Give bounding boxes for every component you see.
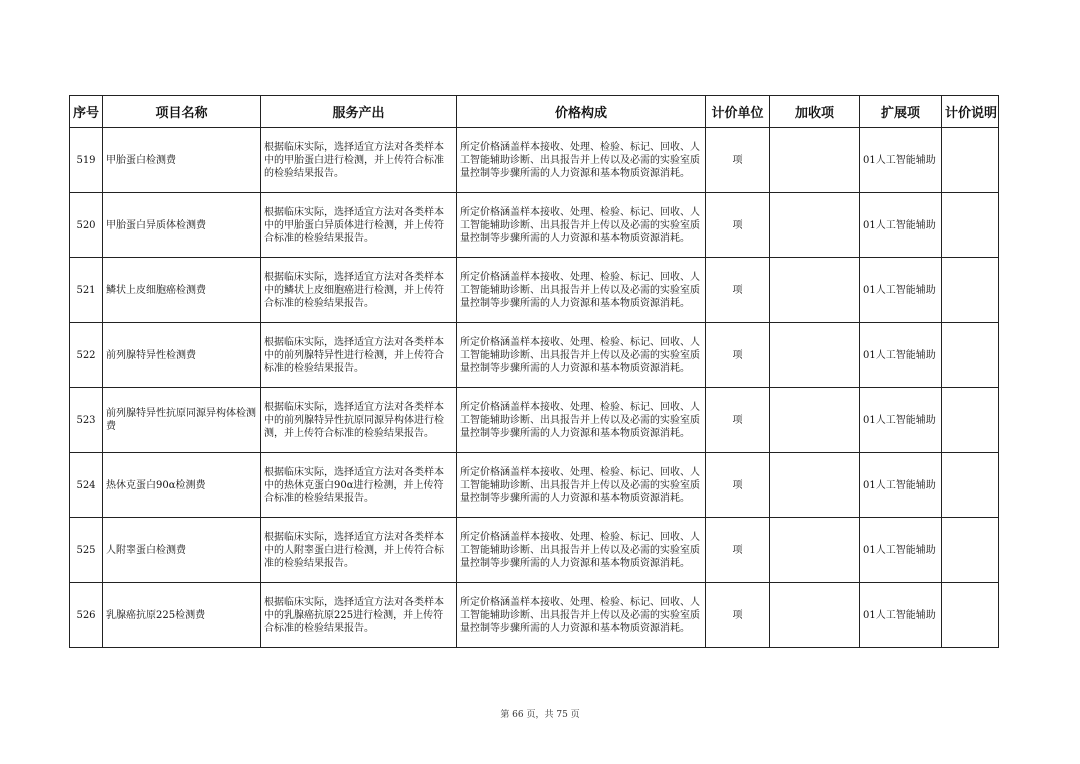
cell-seq: 521	[70, 258, 103, 323]
cell-pricing-unit: 项	[706, 258, 770, 323]
cell-price-composition: 所定价格涵盖样本接收、处理、检验、标记、回收、人工智能辅助诊断、出具报告并上传以及必需的实验室质量控制等步骤所需的人力资源和基本物质资源消耗。	[457, 388, 706, 453]
fee-schedule-sheet	[69, 95, 998, 648]
cell-seq: 523	[70, 388, 103, 453]
table-header-row	[70, 96, 999, 128]
cell-surcharge	[770, 583, 860, 648]
cell-seq: 519	[70, 128, 103, 193]
header-pricing-note: 计价说明	[942, 96, 999, 128]
cell-pricing-unit: 项	[706, 453, 770, 518]
cell-extension: 01人工智能辅助	[860, 258, 942, 323]
cell-seq: 524	[70, 453, 103, 518]
cell-item-name: 甲胎蛋白异质体检测费	[103, 193, 261, 258]
cell-seq: 522	[70, 323, 103, 388]
cell-item-name: 前列腺特异性检测费	[103, 323, 261, 388]
cell-extension: 01人工智能辅助	[860, 518, 942, 583]
cell-item-name: 乳腺癌抗原225检测费	[103, 583, 261, 648]
cell-pricing-unit: 项	[706, 193, 770, 258]
cell-service-output: 根据临床实际，选择适宜方法对各类样本中的乳腺癌抗原225进行检测，并上传符合标准的检验结果报告。	[261, 583, 457, 648]
table-row	[70, 258, 999, 323]
cell-item-name: 人附睾蛋白检测费	[103, 518, 261, 583]
cell-extension: 01人工智能辅助	[860, 193, 942, 258]
cell-item-name: 热休克蛋白90α检测费	[103, 453, 261, 518]
table-row	[70, 128, 999, 193]
cell-extension: 01人工智能辅助	[860, 583, 942, 648]
cell-pricing-unit: 项	[706, 518, 770, 583]
cell-pricing-note	[942, 518, 999, 583]
cell-surcharge	[770, 453, 860, 518]
header-item-name: 项目名称	[103, 96, 261, 128]
header-seq: 序号	[70, 96, 103, 128]
table-row	[70, 388, 999, 453]
table-row	[70, 323, 999, 388]
table-row	[70, 518, 999, 583]
cell-service-output: 根据临床实际，选择适宜方法对各类样本中的前列腺特异性进行检测，并上传符合标准的检验结果报告。	[261, 323, 457, 388]
cell-surcharge	[770, 193, 860, 258]
cell-surcharge	[770, 388, 860, 453]
cell-price-composition: 所定价格涵盖样本接收、处理、检验、标记、回收、人工智能辅助诊断、出具报告并上传以及必需的实验室质量控制等步骤所需的人力资源和基本物质资源消耗。	[457, 323, 706, 388]
cell-seq: 520	[70, 193, 103, 258]
cell-price-composition: 所定价格涵盖样本接收、处理、检验、标记、回收、人工智能辅助诊断、出具报告并上传以及必需的实验室质量控制等步骤所需的人力资源和基本物质资源消耗。	[457, 193, 706, 258]
cell-item-name: 甲胎蛋白检测费	[103, 128, 261, 193]
cell-seq: 526	[70, 583, 103, 648]
table-row	[70, 453, 999, 518]
cell-pricing-note	[942, 258, 999, 323]
cell-service-output: 根据临床实际，选择适宜方法对各类样本中的甲胎蛋白异质体进行检测，并上传符合标准的检验结果报告。	[261, 193, 457, 258]
cell-extension: 01人工智能辅助	[860, 323, 942, 388]
header-price-composition: 价格构成	[457, 96, 706, 128]
cell-pricing-note	[942, 583, 999, 648]
cell-price-composition: 所定价格涵盖样本接收、处理、检验、标记、回收、人工智能辅助诊断、出具报告并上传以及必需的实验室质量控制等步骤所需的人力资源和基本物质资源消耗。	[457, 583, 706, 648]
cell-pricing-unit: 项	[706, 388, 770, 453]
table-row	[70, 193, 999, 258]
cell-seq: 525	[70, 518, 103, 583]
cell-pricing-unit: 项	[706, 128, 770, 193]
cell-price-composition: 所定价格涵盖样本接收、处理、检验、标记、回收、人工智能辅助诊断、出具报告并上传以及必需的实验室质量控制等步骤所需的人力资源和基本物质资源消耗。	[457, 453, 706, 518]
cell-price-composition: 所定价格涵盖样本接收、处理、检验、标记、回收、人工智能辅助诊断、出具报告并上传以及必需的实验室质量控制等步骤所需的人力资源和基本物质资源消耗。	[457, 128, 706, 193]
cell-service-output: 根据临床实际，选择适宜方法对各类样本中的甲胎蛋白进行检测，并上传符合标准的检验结果报告。	[261, 128, 457, 193]
cell-surcharge	[770, 323, 860, 388]
cell-pricing-note	[942, 388, 999, 453]
table-row	[70, 583, 999, 648]
cell-service-output: 根据临床实际，选择适宜方法对各类样本中的前列腺特异性抗原同源异构体进行检测，并上传符合标准的检验结果报告。	[261, 388, 457, 453]
fee-table	[69, 95, 999, 648]
page-number-footer: 第 66 页，共 75 页	[500, 710, 580, 720]
cell-item-name: 鳞状上皮细胞癌检测费	[103, 258, 261, 323]
cell-pricing-note	[942, 453, 999, 518]
cell-service-output: 根据临床实际，选择适宜方法对各类样本中的人附睾蛋白进行检测，并上传符合标准的检验结果报告。	[261, 518, 457, 583]
cell-surcharge	[770, 518, 860, 583]
cell-price-composition: 所定价格涵盖样本接收、处理、检验、标记、回收、人工智能辅助诊断、出具报告并上传以及必需的实验室质量控制等步骤所需的人力资源和基本物质资源消耗。	[457, 518, 706, 583]
cell-service-output: 根据临床实际，选择适宜方法对各类样本中的热休克蛋白90α进行检测，并上传符合标准的检验结果报告。	[261, 453, 457, 518]
cell-pricing-unit: 项	[706, 583, 770, 648]
cell-surcharge	[770, 258, 860, 323]
cell-pricing-unit: 项	[706, 323, 770, 388]
cell-item-name: 前列腺特异性抗原同源异构体检测费	[103, 388, 261, 453]
cell-extension: 01人工智能辅助	[860, 453, 942, 518]
cell-extension: 01人工智能辅助	[860, 388, 942, 453]
cell-pricing-note	[942, 193, 999, 258]
header-extension: 扩展项	[860, 96, 942, 128]
cell-price-composition: 所定价格涵盖样本接收、处理、检验、标记、回收、人工智能辅助诊断、出具报告并上传以及必需的实验室质量控制等步骤所需的人力资源和基本物质资源消耗。	[457, 258, 706, 323]
cell-service-output: 根据临床实际，选择适宜方法对各类样本中的鳞状上皮细胞癌进行检测，并上传符合标准的检验结果报告。	[261, 258, 457, 323]
cell-pricing-note	[942, 128, 999, 193]
cell-extension: 01人工智能辅助	[860, 128, 942, 193]
cell-surcharge	[770, 128, 860, 193]
cell-pricing-note	[942, 323, 999, 388]
header-surcharge: 加收项	[770, 96, 860, 128]
header-service-output: 服务产出	[261, 96, 457, 128]
header-pricing-unit: 计价单位	[706, 96, 770, 128]
